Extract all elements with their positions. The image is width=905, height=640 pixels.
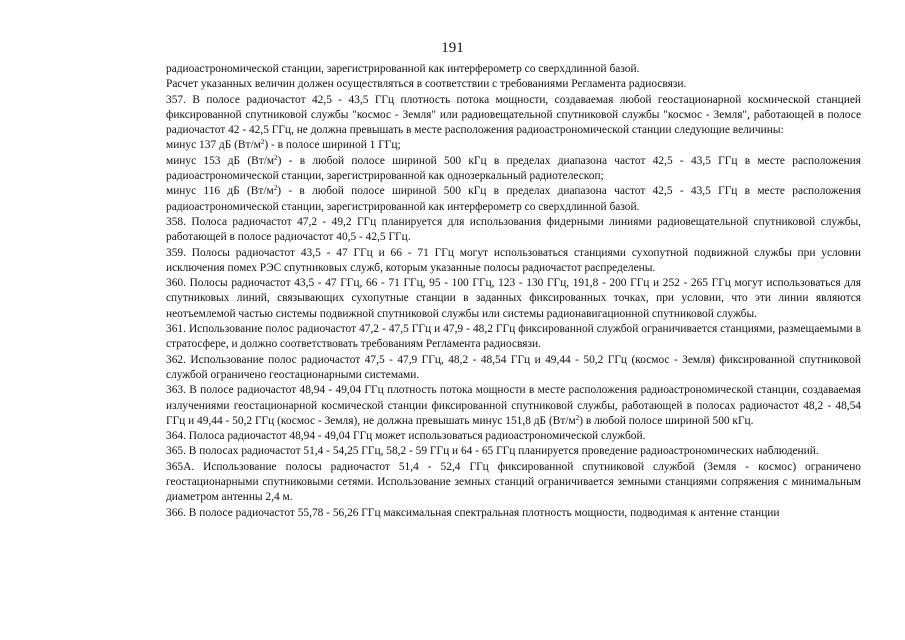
paragraph-p05	[166, 154, 861, 185]
paragraph-p08	[166, 246, 861, 277]
paragraph-text: радиоастрономической станции, зарегистрированной как интерферометр со сверхдлинной базой.	[166, 63, 640, 75]
document-body	[166, 62, 861, 521]
paragraph-text: минус 116 дБ (Вт/м	[166, 185, 274, 198]
paragraph-text: минус 153 дБ (Вт/м	[166, 154, 275, 167]
superscript: 2	[575, 413, 580, 422]
paragraph-text: 358. Полоса радиочастот 47,2 - 49,2 ГГц планируется для использования фидерными линиями радиовещательной спутниковой службы, работающей в полосе радиочастот 40,5 - 42,5 ГГц.	[166, 215, 861, 244]
paragraph-text: 365А. Использование полосы радиочастот 51,4 - 52,4 ГГц фиксированной спутниковой службой (Земля - космос) ограничено геостационарными спутниковыми сетями. Использование земных станций ограничивается земными станциями сопряжения с минимальным диаметром антенны 2,4 м.	[166, 460, 861, 504]
paragraph-text: 363. В полосе радиочастот 48,94 - 49,04 ГГц плотность потока мощности в месте расположения радиоастрономической станции, создаваемая излучениями геостационарной космической станции фиксированной спутниковой службы, работающей в полосах радиочастот 48,2 - 48,54 ГГц и 49,44 - 50,2 ГГц (космос - Земля), не должна превышать минус 151,8 дБ (Вт/м	[166, 384, 861, 427]
paragraph-text: 365. В полосах радиочастот 51,4 - 54,25 ГГц, 58,2 - 59 ГГц и 64 - 65 ГГц планируется проведение радиоастрономических наблюдений.	[166, 445, 819, 458]
paragraph-text: 360. Полосы радиочастот 43,5 - 47 ГГц, 66 - 71 ГГц, 95 - 100 ГГц, 123 - 130 ГГц, 191,8 - 200 ГГц и 252 - 265 ГГц могут использоваться для спутниковых линий, связывающих сухопутные станции в заданных фиксированных точках, при условии, что эти линии являются неотъемлемой частью системы подвижной спутниковой службы или системы радионавигационной спутниковой службы.	[166, 277, 861, 320]
paragraph-text: 362. Использование полос радиочастот 47,5 - 47,9 ГГц, 48,2 - 48,54 ГГц и 49,44 - 50,2 ГГц (космос - Земля) фиксированной спутниковой службой ограничено геостационарными системами.	[166, 353, 861, 381]
paragraph-text: минус 137 дБ (Вт/м	[166, 139, 261, 152]
paragraph-p06	[166, 184, 861, 215]
paragraph-p13	[166, 429, 861, 444]
paragraph-text: 364. Полоса радиочастот 48,94 - 49,04 ГГц может использоваться радиоастрономической службой.	[166, 430, 646, 443]
paragraph-text: 357. В полосе радиочастот 42,5 - 43,5 ГГц плотность потока мощности, создаваемая любой геостационарной космической станцией фиксированной спутниковой службы "космос - Земля" или радиовещательной спутниковой службы "космос - Земля", работающей в полосе радиочастот 42 - 42,5 ГГц, не должна превышать в месте расположения радиоастрономической станции следующие величины:	[166, 93, 861, 137]
paragraph-p10	[166, 322, 861, 353]
superscript: 2	[260, 138, 265, 147]
paragraph-p07	[166, 215, 861, 246]
paragraph-text: ) в любой полосе шириной 500 кГц.	[579, 414, 754, 427]
paragraph-text: 361. Использование полос радиочастот 47,2 - 47,5 ГГц и 47,9 - 48,2 ГГц фиксированной службой ограничивается станциями, размещаемыми в стратосфере, и должно соответствовать требованиям Регламента радиосвязи.	[166, 323, 861, 351]
paragraph-text: ) - в любой полосе шириной 500 кГц в пределах диапазона частот 42,5 - 43,5 ГГц в месте расположения радиоастрономической станции, зарегистрированной как однозеркальный радиотелескоп;	[166, 154, 861, 183]
paragraph-p16	[166, 506, 861, 521]
paragraph-p01	[166, 62, 861, 77]
paragraph-p14	[166, 444, 861, 459]
paragraph-p09	[166, 276, 861, 322]
paragraph-text: Расчет указанных величин должен осуществляться в соответствии с требованиями Регламента радиосвязи.	[166, 78, 687, 91]
paragraph-p04	[166, 138, 861, 153]
superscript: 2	[274, 153, 278, 162]
paragraph-p15	[166, 460, 861, 506]
paragraph-text: 359. Полосы радиочастот 43,5 - 47 ГГц и 66 - 71 ГГц могут использоваться станциями сухопутной подвижной службы при условии исключения помех РЭС спутниковых служб, которым указанные полосы радиочастот распределены.	[166, 246, 861, 274]
superscript: 2	[273, 184, 278, 193]
paragraph-p12	[166, 383, 861, 429]
paragraph-text: ) - в полосе шириной 1 ГГц;	[264, 139, 401, 152]
paragraph-text: 366. В полосе радиочастот 55,78 - 56,26 ГГц максимальная спектральная плотность мощности, подводимая к антенне станции	[166, 506, 780, 519]
paragraph-p02	[166, 77, 861, 92]
page-number: 191	[441, 40, 464, 56]
paragraph-p03	[166, 93, 861, 139]
paragraph-text: ) - в любой полосе шириной 500 кГц в пределах диапазона частот 42,5 - 43,5 ГГц в месте расположения радиоастрономической станции, зарегистрированной как интерферометр со сверхдлинной базой.	[166, 185, 861, 213]
paragraph-p11	[166, 353, 861, 384]
